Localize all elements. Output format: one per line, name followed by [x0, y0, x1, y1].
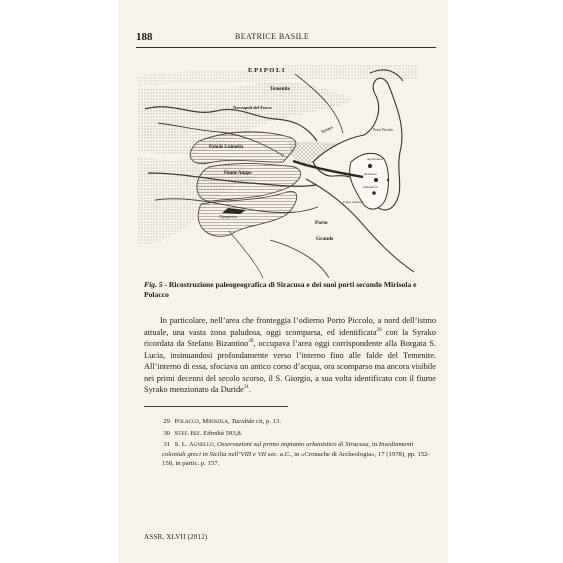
footnote-author: S. L. Agnello, — [174, 441, 216, 449]
footnote-author: Stef. Biz. — [174, 429, 202, 437]
map-label-fiume: Fiume Anapo — [224, 171, 252, 176]
footnotes — [144, 417, 436, 471]
map-label-athenaion: Athenaion — [363, 185, 378, 189]
footnote-divider — [144, 406, 288, 407]
map-label-apollonion: Apollonion — [367, 157, 383, 161]
footnote-30 — [144, 429, 436, 439]
map-label-necropoli: Necropoli del Fusco — [233, 105, 272, 110]
footnote-number: 29 — [163, 418, 170, 425]
body-paragraph — [144, 315, 436, 396]
footnote-ref-29: 29 — [376, 327, 382, 333]
map-label-porto: Porto — [315, 220, 328, 226]
map-label-epipoli: E P I P O L I — [248, 67, 285, 74]
footnote-ref-30: 30 — [248, 339, 254, 345]
body-text-part-2: con la Syrako ricordata da Stefano Bizantino — [144, 327, 436, 348]
map-label-temenite: Temenite — [270, 86, 290, 92]
footnote-number: 31 — [163, 441, 170, 449]
figure-caption — [144, 280, 434, 300]
body-text-part-1: In particolare, nell’area che fronteggia l’odierno Porto Piccolo, a nord dell’istmo attuale, una vasta zona paludosa, oggi scomparsa, ed identificata — [144, 316, 436, 337]
map-label-arethusa: Arethusa — [364, 172, 377, 176]
page-header — [136, 31, 436, 48]
footnote-31 — [144, 440, 436, 469]
figure-label: Fig. 5 — [144, 280, 163, 289]
body-text-part-3: , occupava l’area oggi corrispondente alla Borgata S. Lucia, insinuandosi profondamente verso l’interno fino alle falde del Temenite. All’interno di essa, sfociava un antico corso d’acqua, ora scomparso ma ancora visibile nei primi decenni del secolo scorso, il S. Giorgio, a sua volta identificato con il fiume Syrako menzionato da Duride — [144, 339, 436, 394]
page-number: 188 — [136, 31, 153, 43]
footnote-title: Tucidide — [231, 418, 255, 425]
footnote-author: Polacco, Mirisola, — [174, 418, 230, 425]
footnote-rest: 593,8. — [223, 429, 243, 437]
caption-text: - Ricostruzione paleogeografica di Siracusa e dei suoi porti secondo Mirisola e Polacco — [144, 280, 417, 299]
journal-footer: ASSR, XLVII (2012) — [144, 533, 208, 541]
footnote-number: 30 — [163, 429, 170, 437]
footnote-ref-31: 31 — [243, 385, 249, 391]
map-label-siraco: Syraco — [320, 124, 334, 134]
map-label-palude: Palude Lisimelia — [209, 145, 244, 150]
footnote-29 — [144, 417, 436, 427]
map-label-fonte: Fonte Aretusa — [343, 200, 362, 204]
running-head: BEATRICE BASILE — [235, 32, 310, 41]
footnote-rest: , in — [368, 441, 379, 449]
map-label-porto-piccolo: Porto Piccolo — [373, 128, 393, 132]
paleogeographic-map — [138, 56, 418, 278]
map-figure — [138, 56, 418, 278]
map-label-olympieion: Olympieion — [219, 215, 237, 219]
footnote-rest: , in «Cronache di Archeologia», 17 (1978), pp. 152-158, in partic. p. 157. — [162, 450, 430, 468]
map-label-grande: Grande — [316, 236, 334, 242]
body-text-part-4: . — [248, 385, 251, 394]
footnote-rest: cit, p. 13. — [254, 418, 282, 425]
footnote-title: Ethnikà — [203, 429, 224, 437]
footnote-title-2: Insediamenti coloniali greci in Sicilia nell’VIII e VII sec. a.C. — [162, 441, 414, 458]
footnote-title: Osservazioni sul primo impianto urbanistico di Siracusa — [216, 441, 369, 449]
